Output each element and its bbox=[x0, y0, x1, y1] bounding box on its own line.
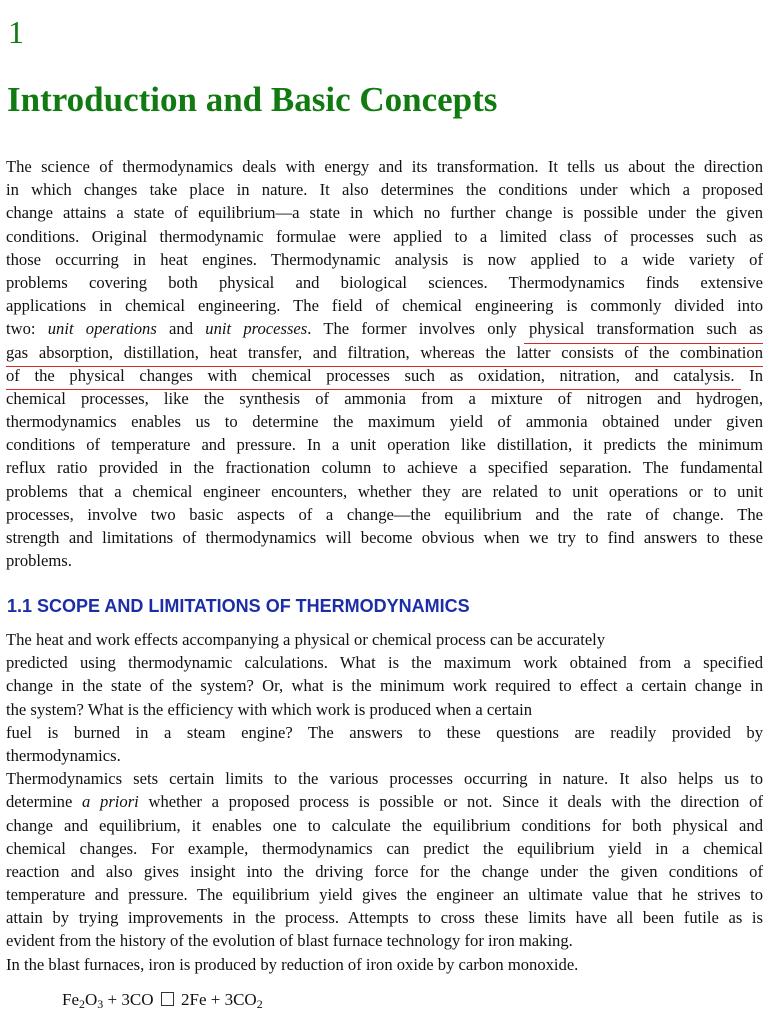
equation-subscript: 3 bbox=[97, 997, 104, 1011]
section-body bbox=[6, 628, 763, 976]
text-line: temperature and pressure. The equilibrium yield gives the engineer an ultimate value that he strives to bbox=[6, 885, 763, 905]
chapter-number: 1 bbox=[8, 14, 24, 50]
equation-term: 2Fe + 3CO bbox=[176, 990, 257, 1009]
text-line: gas absorption, distillation, heat transfer, and filtration, whereas the latter consists of the combination bbox=[6, 342, 763, 362]
text-run: whether a proposed process is possible or not. Since it deals with the direction of bbox=[138, 792, 763, 812]
equation-term: O bbox=[85, 990, 98, 1009]
intro-paragraph bbox=[6, 155, 763, 572]
section-heading: 1.1 SCOPE AND LIMITATIONS OF THERMODYNAMICS bbox=[7, 596, 470, 616]
red-underline-annotation bbox=[6, 389, 741, 390]
text-line: in which changes take place in nature. It also determines the conditions under which a proposed bbox=[6, 180, 763, 200]
text-line: strength and limitations of thermodynamics will become obvious when we try to find answers to these bbox=[6, 528, 763, 547]
text-line: change attains a state of equilibrium—a state in which no further change is possible under the given bbox=[6, 203, 763, 223]
text-line: The science of thermodynamics deals with energy and its transformation. It tells us about the direction bbox=[6, 157, 763, 176]
text-line: conditions of temperature and pressure. In a unit operation like distillation, it predicts the minimum bbox=[6, 435, 763, 455]
text-line: change in the state of the system? Or, what is the minimum work required to effect a certain change in bbox=[6, 676, 763, 696]
text-line: fuel is burned in a steam engine? The answers to these questions are readily provided by bbox=[6, 722, 763, 742]
red-underline-annotation bbox=[6, 366, 763, 367]
text-line: problems. bbox=[6, 551, 72, 571]
missing-glyph-box-icon bbox=[161, 992, 174, 1006]
text-line: chemical changes. For example, thermodynamics can predict the equilibrium yield in a chemical bbox=[6, 838, 763, 858]
equation-subscript: 2 bbox=[79, 997, 85, 1011]
text-run: and bbox=[156, 319, 206, 339]
text-line: evident from the history of the evolution of blast furnace technology for iron making. bbox=[6, 931, 573, 951]
text-line: the system? What is the efficiency with which work is produced when a certain bbox=[6, 699, 533, 719]
text-line: thermodynamics. bbox=[6, 745, 121, 765]
text-line: those occurring in heat engines. Thermodynamic analysis is now applied to a wide variety of bbox=[6, 249, 763, 269]
text-line: change and equilibrium, it enables one to calculate the equilibrium conditions for both physical and bbox=[6, 815, 763, 835]
equation-term: Fe bbox=[62, 990, 79, 1009]
text-run: . The former involves only physical transformation such as bbox=[307, 319, 763, 339]
text-line: predicted using thermodynamic calculations. What is the maximum work obtained from a specified bbox=[6, 653, 763, 673]
text-run: determine bbox=[6, 792, 83, 812]
red-underline-annotation bbox=[524, 343, 763, 344]
text-line bbox=[6, 790, 763, 813]
text-line: reflux ratio provided in the fractionation column to achieve a specified separation. The fundamental bbox=[6, 458, 763, 478]
chemical-equation bbox=[62, 987, 263, 1017]
text-line: problems that a chemical engineer encounters, whether they are related to unit operations or to unit bbox=[6, 481, 763, 501]
text-line: processes, involve two basic aspects of a change—the equilibrium and the rate of change. The bbox=[6, 504, 763, 524]
italic-term: unit operations bbox=[47, 319, 157, 339]
text-line: attain by trying improvements in the process. Attempts to cross these limits have all been futile as is bbox=[6, 908, 763, 928]
equation-subscript: 2 bbox=[256, 997, 263, 1011]
text-line bbox=[6, 317, 763, 340]
italic-term: a priori bbox=[82, 792, 139, 812]
text-line: applications in chemical engineering. The field of chemical engineering is commonly divided into bbox=[6, 296, 763, 316]
text-run: two: bbox=[6, 319, 48, 339]
text-line: In the blast furnaces, iron is produced by reduction of iron oxide by carbon monoxide. bbox=[6, 954, 579, 974]
italic-term: unit processes bbox=[205, 319, 308, 339]
chapter-title: Introduction and Basic Concepts bbox=[7, 80, 498, 119]
text-line: thermodynamics enables us to determine the maximum yield of ammonia obtained under given bbox=[6, 412, 763, 432]
text-line: conditions. Original thermodynamic formulae were applied to a limited class of processes such as bbox=[6, 226, 763, 246]
text-line: Thermodynamics sets certain limits to the various processes occurring in nature. It also helps us to bbox=[6, 769, 763, 789]
text-line: The heat and work effects accompanying a physical or chemical process can be accurately bbox=[6, 630, 606, 649]
text-line: chemical processes, like the synthesis of ammonia from a mixture of nitrogen and hydrogen, bbox=[6, 388, 763, 408]
equation-term: + 3CO bbox=[103, 990, 158, 1009]
text-line: problems covering both physical and biological sciences. Thermodynamics finds extensive bbox=[6, 272, 763, 292]
text-line: reaction and also gives insight into the driving force for the change under the given conditions of bbox=[6, 861, 763, 881]
text-line: of the physical changes with chemical processes such as oxidation, nitration, and catalysis. In bbox=[6, 365, 763, 385]
